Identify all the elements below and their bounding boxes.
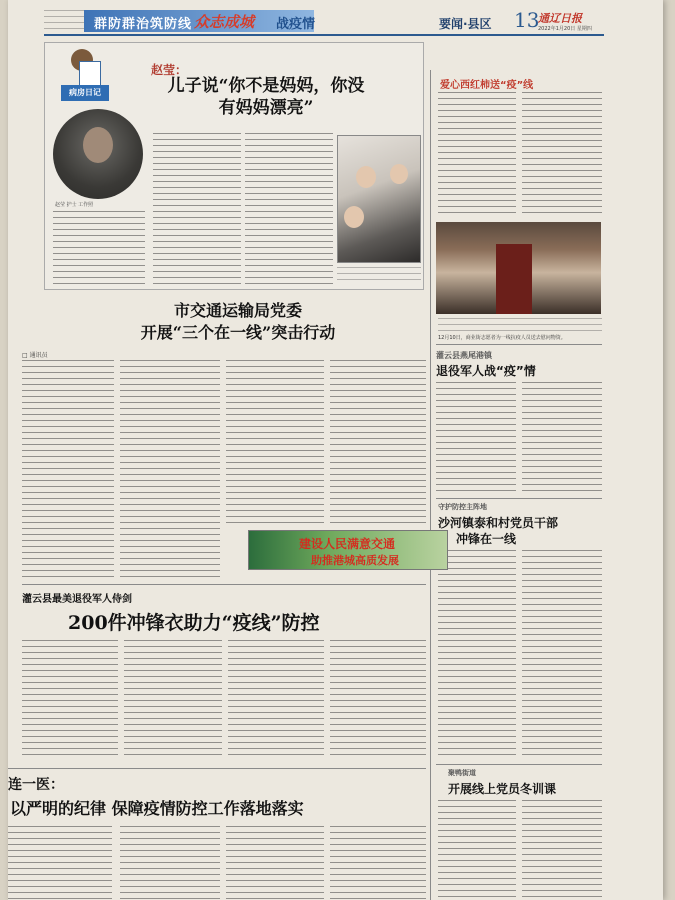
story-jinghan-body-2 bbox=[522, 800, 602, 900]
jackets-body-col-2 bbox=[124, 640, 222, 760]
story-veterans-body-1 bbox=[436, 382, 516, 492]
photo-child-face bbox=[356, 166, 376, 188]
feature-story bbox=[44, 42, 424, 290]
newspaper-page bbox=[8, 0, 663, 900]
banner-line-2: 助推港城高质发展 bbox=[311, 554, 399, 567]
masthead-slogan-3: 战疫情 bbox=[276, 17, 316, 32]
jackets-body-col-4 bbox=[330, 640, 426, 760]
discipline-body-col-2 bbox=[120, 826, 220, 900]
story-jinghan-title: 开展线上党员冬训课 bbox=[448, 782, 557, 796]
story-caring-tomatoes-body-1 bbox=[438, 92, 516, 214]
jackets-body-col-1 bbox=[22, 640, 118, 760]
transport-body-col-1 bbox=[22, 360, 114, 580]
feature-author: 赵莹： bbox=[151, 63, 188, 77]
masthead bbox=[44, 6, 604, 36]
story-caring-tomatoes-title: 爱心西红柿送“疫”线 bbox=[440, 80, 534, 91]
divider bbox=[436, 344, 602, 345]
veteran-kicker: 灌云县最美退役军人侍剑 bbox=[22, 594, 132, 605]
portrait-face bbox=[83, 127, 113, 163]
photo-child-face-3 bbox=[344, 206, 364, 228]
story-shahe-kicker: 守护防控主阵地 bbox=[438, 503, 487, 511]
story-shahe-title-2: 冲锋在一线 bbox=[456, 532, 517, 546]
masthead-slogan-2: 众志成城 bbox=[194, 13, 255, 31]
feature-body-col-4 bbox=[337, 267, 421, 285]
document-icon bbox=[79, 61, 101, 87]
transport-body-col-2 bbox=[120, 360, 220, 580]
story-veterans-title: 退役军人战“疫”情 bbox=[436, 364, 536, 378]
jackets-body-col-3 bbox=[228, 640, 324, 760]
feature-headline-line-1: 儿子说“你不是妈妈，你没 bbox=[167, 76, 365, 96]
page-number: 13 bbox=[514, 8, 540, 32]
diary-badge bbox=[61, 47, 107, 105]
banner-line-1: 建设人民满意交通 bbox=[299, 537, 396, 551]
story-shahe-body-1 bbox=[438, 550, 516, 758]
discipline-body-col-3 bbox=[226, 826, 324, 900]
portrait-caption: 赵莹 护士 工作照 bbox=[55, 202, 94, 208]
story-shahe-body-2 bbox=[522, 550, 602, 758]
issue-date: 2022年1月20日 星期四 bbox=[538, 26, 592, 32]
headline-transport bbox=[118, 300, 358, 344]
feature-headline bbox=[151, 75, 381, 119]
divider bbox=[8, 768, 426, 769]
photo-doorway bbox=[496, 244, 532, 314]
column-rule bbox=[430, 70, 431, 900]
volunteer-photo-caption-lines bbox=[438, 318, 602, 332]
discipline-body-col-1 bbox=[8, 826, 112, 900]
story-caring-tomatoes-body-2 bbox=[522, 92, 602, 214]
headline-discipline: 以严明的纪律 保障疫情防控工作落地落实 bbox=[10, 799, 304, 818]
masthead-slogan-1: 群防群治筑防线 bbox=[94, 17, 193, 32]
hospital-kicker: 连一医： bbox=[8, 777, 64, 793]
story-shahe-title-1: 沙河镇泰和村党员干部 bbox=[438, 516, 559, 530]
family-photo bbox=[337, 135, 421, 263]
author-portrait bbox=[53, 109, 143, 199]
photo-child-face-2 bbox=[390, 164, 408, 184]
volunteer-photo-caption: 12月10日，商业街志愿者为一线抗疫人员送去慰问物资。 bbox=[438, 335, 566, 341]
story-veterans-kicker: 灌云县燕尾港镇 bbox=[436, 351, 492, 360]
headline-jackets: 200件冲锋衣助力“疫线”防控 bbox=[68, 612, 320, 634]
story-jinghan-body-1 bbox=[438, 800, 516, 900]
discipline-body-col-4 bbox=[330, 826, 426, 900]
divider bbox=[436, 498, 602, 499]
feature-body-col-1 bbox=[53, 211, 145, 285]
headline-transport-line-2: 开展“三个在一线”突击行动 bbox=[140, 323, 336, 342]
divider bbox=[22, 584, 426, 585]
story-jinghan-kicker: 聚鸭街道 bbox=[448, 769, 476, 777]
paper-name: 通辽日报 bbox=[538, 12, 582, 25]
feature-headline-line-2: 有妈妈漂亮” bbox=[218, 98, 314, 118]
section-name: 要闻·县区 bbox=[439, 17, 492, 31]
transport-body-col-3 bbox=[226, 360, 324, 524]
story-veterans-body-2 bbox=[522, 382, 602, 492]
feature-body-col-2 bbox=[153, 133, 241, 285]
divider bbox=[436, 764, 602, 765]
masthead-small-print bbox=[44, 10, 84, 32]
feature-body-col-3 bbox=[245, 133, 333, 285]
volunteer-photo bbox=[436, 222, 601, 314]
transport-byline: □ 通讯员 bbox=[22, 352, 48, 359]
transport-body-col-4 bbox=[330, 360, 426, 524]
transport-slogan-banner bbox=[248, 530, 448, 570]
diary-label: 病房日记 bbox=[61, 85, 109, 101]
headline-transport-line-1: 市交通运输局党委 bbox=[173, 301, 302, 320]
